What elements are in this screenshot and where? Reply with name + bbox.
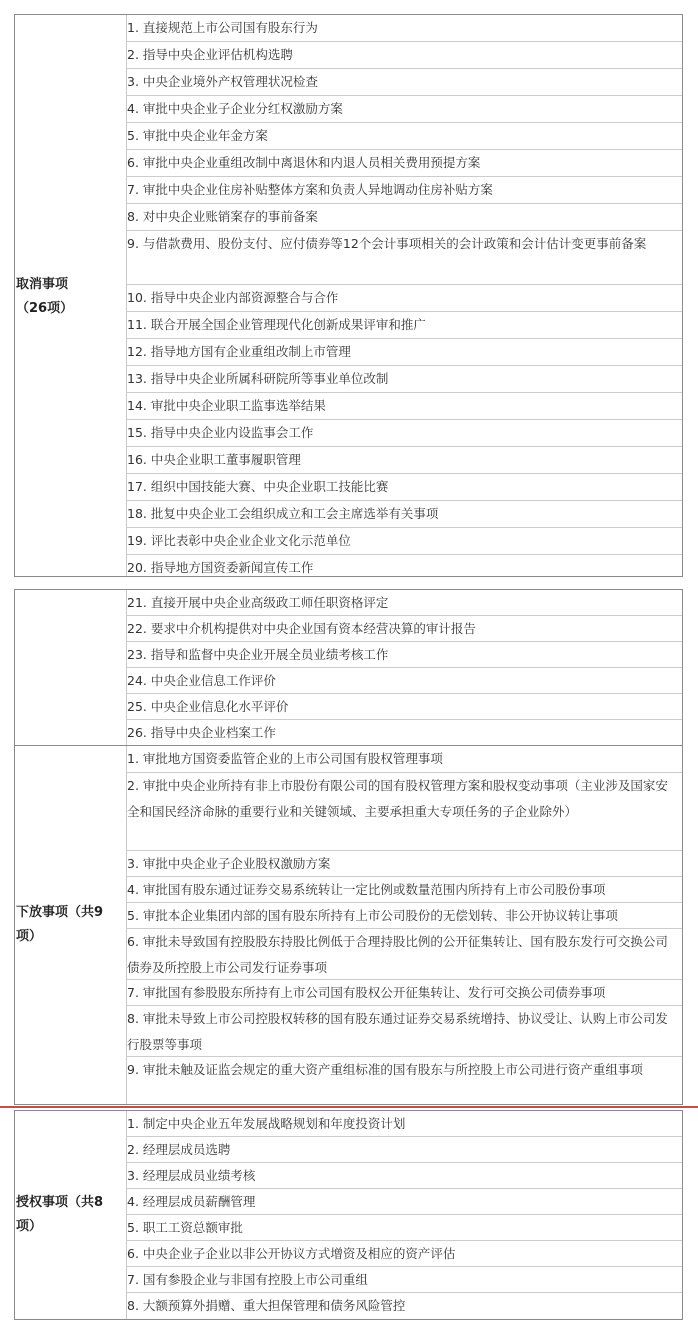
cancel-item-row: 18. 批复中央企业工会组织成立和工会主席选举有关事项	[126, 501, 682, 528]
cancel-item-row: 16. 中央企业职工董事履职管理	[126, 447, 682, 474]
cancel-item-row: 17. 组织中国技能大赛、中央企业职工技能比赛	[126, 474, 682, 501]
cancel-cont-header-cell	[15, 590, 127, 745]
cancel-section-part1	[14, 14, 683, 577]
cancel-item-row: 13. 指导中央企业所属科研院所等事业单位改制	[126, 366, 682, 393]
delegate-item-row: 5. 审批本企业集团内部的国有股东所持有上市公司股份的无偿划转、非公开协议转让事项	[126, 903, 682, 929]
cancel-item-row: 5. 审批中央企业年金方案	[126, 123, 682, 150]
authorize-section	[14, 1110, 683, 1320]
cancel-item-row: 23. 指导和监督中央企业开展全员业绩考核工作	[126, 642, 682, 668]
cancel-item-row: 2. 指导中央企业评估机构选聘	[126, 42, 682, 69]
cancel-item-row: 3. 中央企业境外产权管理状况检查	[126, 69, 682, 96]
cancel-item-row: 14. 审批中央企业职工监事选举结果	[126, 393, 682, 420]
authorize-header-cell	[15, 1111, 127, 1319]
delegate-header-line2: 项）	[16, 929, 43, 944]
delegate-item-row: 1. 审批地方国资委监管企业的上市公司国有股权管理事项	[126, 746, 682, 773]
delegate-section	[14, 745, 683, 1105]
delegate-header	[16, 901, 124, 949]
authorize-item-row: 7. 国有参股企业与非国有控股上市公司重组	[126, 1267, 682, 1293]
cancel-item-row: 22. 要求中介机构提供对中央企业国有资本经营决算的审计报告	[126, 616, 682, 642]
delegate-item-row: 8. 审批未导致上市公司控股权转移的国有股东通过证券交易系统增持、协议受让、认购上市公司发行股票等事项	[126, 1006, 682, 1057]
cancel-header	[16, 273, 124, 321]
delegate-item-row: 9. 审批未触及证监会规定的重大资产重组标准的国有股东与所控股上市公司进行资产重组事项	[127, 1062, 643, 1077]
cancel-item-row: 20. 指导地方国资委新闻宣传工作	[127, 560, 314, 575]
cancel-item-row: 19. 评比表彰中央企业企业文化示范单位	[126, 528, 682, 555]
authorize-item-row: 5. 职工工资总额审批	[126, 1215, 682, 1241]
delegate-items-list	[126, 746, 682, 1104]
delegate-header-line1: 下放事项（共9	[16, 905, 104, 920]
authorize-items-list	[126, 1111, 682, 1319]
cancel-item-row: 8. 对中央企业账销案存的事前备案	[126, 204, 682, 231]
delegate-item-row: 6. 审批未导致国有控股股东持股比例低于合理持股比例的公开征集转让、国有股东发行可交换公司债券及所控股上市公司发行证券事项	[126, 929, 682, 980]
delegate-item-row: 7. 审批国有参股股东所持有上市公司国有股权公开征集转让、发行可交换公司债券事项	[126, 980, 682, 1006]
cancel-cont-items-list	[126, 590, 682, 745]
cancel-header-line2: （26项）	[16, 301, 74, 316]
cancel-item-row: 15. 指导中央企业内设监事会工作	[126, 420, 682, 447]
cancel-item-row: 25. 中央企业信息化水平评价	[126, 694, 682, 720]
cancel-item-row: 1. 直接规范上市公司国有股东行为	[126, 15, 682, 42]
section-divider-line	[0, 1106, 698, 1108]
cancel-item-row: 6. 审批中央企业重组改制中离退休和内退人员相关费用预提方案	[126, 150, 682, 177]
cancel-item-row: 11. 联合开展全国企业管理现代化创新成果评审和推广	[126, 312, 682, 339]
authorize-item-row: 8. 大额预算外捐赠、重大担保管理和债务风险管控	[127, 1298, 406, 1313]
delegate-header-cell	[15, 746, 127, 1104]
authorize-header-line1: 授权事项（共8	[16, 1195, 104, 1210]
authorize-item-row: 2. 经理层成员选聘	[126, 1137, 682, 1163]
cancel-header-cell	[15, 15, 127, 576]
cancel-items-list	[126, 15, 682, 576]
cancel-item-row: 7. 审批中央企业住房补贴整体方案和负责人异地调动住房补贴方案	[126, 177, 682, 204]
authorize-header	[16, 1191, 124, 1239]
cancel-item-row: 9. 与借款费用、股份支付、应付债券等12个会计事项相关的会计政策和会计估计变更事前备案	[126, 231, 682, 285]
cancel-item-row: 12. 指导地方国有企业重组改制上市管理	[126, 339, 682, 366]
authorize-item-row: 6. 中央企业子企业以非公开协议方式增资及相应的资产评估	[126, 1241, 682, 1267]
authorize-item-row: 1. 制定中央企业五年发展战略规划和年度投资计划	[126, 1111, 682, 1137]
cancel-item-row: 10. 指导中央企业内部资源整合与合作	[126, 285, 682, 312]
cancel-header-line1: 取消事项	[16, 277, 69, 292]
authorize-item-row: 3. 经理层成员业绩考核	[126, 1163, 682, 1189]
cancel-item-row: 26. 指导中央企业档案工作	[127, 725, 276, 740]
cancel-section-part2	[14, 589, 683, 746]
cancel-item-row: 21. 直接开展中央企业高级政工师任职资格评定	[126, 590, 682, 616]
delegate-item-row: 4. 审批国有股东通过证券交易系统转让一定比例或数量范围内所持有上市公司股份事项	[126, 877, 682, 903]
authorize-header-line2: 项）	[16, 1219, 43, 1234]
cancel-item-row: 4. 审批中央企业子企业分红权激励方案	[126, 96, 682, 123]
delegate-item-row: 2. 审批中央企业所持有非上市股份有限公司的国有股权管理方案和股权变动事项（主业涉及国家安全和国民经济命脉的重要行业和关键领域、主要承担重大专项任务的子企业除外）	[126, 773, 682, 851]
authorize-item-row: 4. 经理层成员薪酬管理	[126, 1189, 682, 1215]
cancel-item-row: 24. 中央企业信息工作评价	[126, 668, 682, 694]
delegate-item-row: 3. 审批中央企业子企业股权激励方案	[126, 851, 682, 877]
